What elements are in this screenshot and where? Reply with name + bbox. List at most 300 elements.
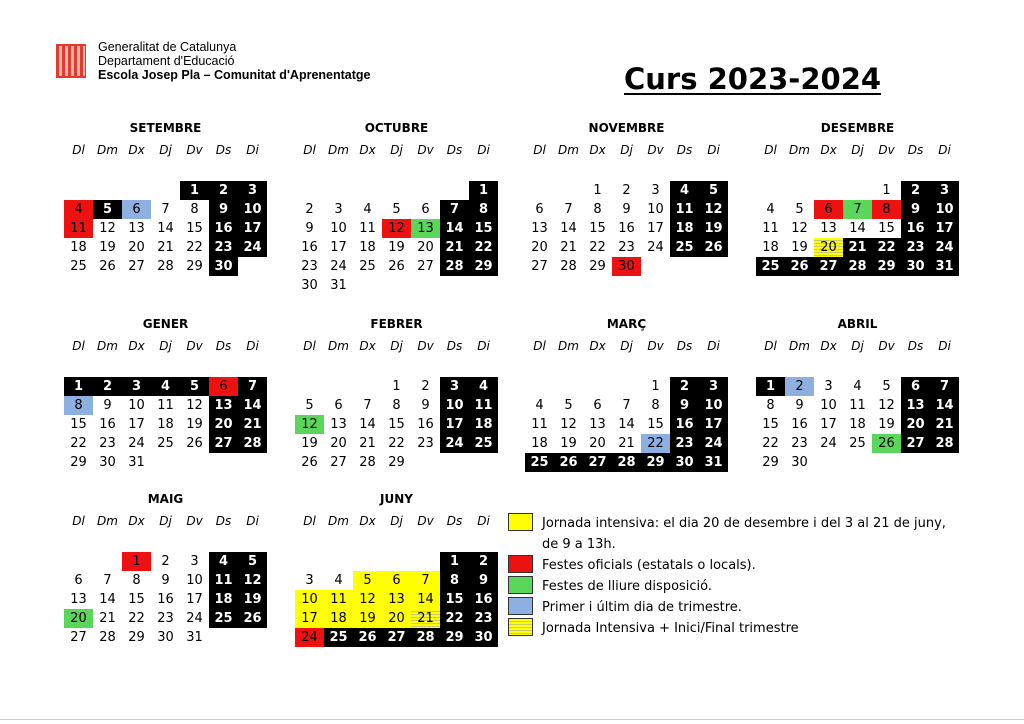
weekday-label: Dv — [647, 339, 664, 353]
day-cell: 24 — [699, 434, 728, 453]
page-divider — [0, 719, 1024, 720]
day-cell: 11 — [359, 221, 376, 236]
weekday-label: Dl — [303, 143, 316, 157]
legend-swatch — [508, 618, 533, 636]
weekday-label: Ds — [676, 143, 693, 157]
month-name: MAIG — [147, 492, 184, 506]
day-cell: 7 — [622, 398, 631, 413]
day-cell: 18 — [157, 417, 174, 432]
month-name: GENER — [142, 317, 189, 331]
month-name: JUNY — [380, 492, 413, 506]
weekday-label: Ds — [676, 339, 693, 353]
day-cell: 6 — [421, 202, 430, 217]
day-cell: 9 — [901, 200, 930, 219]
day-cell: 1 — [882, 183, 891, 198]
day-cell: 23 — [670, 434, 699, 453]
day-cell: 25 — [70, 259, 87, 274]
day-cell: 6 — [209, 377, 238, 396]
day-cell: 12 — [791, 221, 808, 236]
day-cell: 10 — [930, 200, 959, 219]
weekday-label: Ds — [446, 514, 463, 528]
weekday-label: Dl — [72, 514, 85, 528]
day-cell: 12 — [99, 221, 116, 236]
day-cell: 24 — [820, 436, 837, 451]
day-cell: 10 — [699, 396, 728, 415]
day-cell: 30 — [901, 257, 930, 276]
month-name: SETEMBRE — [129, 121, 202, 135]
day-cell: 25 — [324, 628, 353, 647]
day-cell: 21 — [411, 609, 440, 628]
day-cell: 29 — [641, 453, 670, 472]
weekday-label: Dx — [128, 143, 145, 157]
weekday-label: Dj — [851, 339, 864, 353]
month-name: OCTUBRE — [364, 121, 429, 135]
month-febrer — [295, 317, 498, 517]
weekday-label: Dv — [186, 339, 203, 353]
institution-header — [98, 40, 370, 82]
weekday-label: Dl — [764, 339, 777, 353]
day-cell: 24 — [330, 259, 347, 274]
weekday-label: Dl — [303, 339, 316, 353]
day-cell: 8 — [593, 202, 602, 217]
day-cell: 17 — [820, 417, 837, 432]
day-cell: 3 — [930, 181, 959, 200]
day-cell: 5 — [180, 377, 209, 396]
day-cell: 18 — [209, 590, 238, 609]
day-cell: 12 — [560, 417, 577, 432]
day-cell: 5 — [564, 398, 573, 413]
day-cell: 3 — [122, 377, 151, 396]
day-cell: 13 — [589, 417, 606, 432]
day-cell: 4 — [766, 202, 775, 217]
day-cell: 16 — [791, 417, 808, 432]
generalitat-logo-icon — [56, 44, 86, 78]
day-cell: 8 — [440, 571, 469, 590]
day-cell: 7 — [440, 200, 469, 219]
day-cell: 14 — [618, 417, 635, 432]
day-cell: 25 — [469, 434, 498, 453]
month-name: FEBRER — [370, 317, 423, 331]
legend-text: Primer i últim dia de trimestre. — [542, 600, 742, 615]
day-cell: 9 — [103, 398, 112, 413]
day-cell: 29 — [388, 455, 405, 470]
weekday-label: Dl — [72, 143, 85, 157]
day-cell: 27 — [330, 455, 347, 470]
weekday-label: Ds — [907, 143, 924, 157]
weekday-label: Dx — [589, 339, 606, 353]
day-cell: 6 — [901, 377, 930, 396]
weekday-label: Dv — [878, 143, 895, 157]
weekday-label: Dm — [789, 143, 810, 157]
day-cell: 25 — [209, 609, 238, 628]
day-cell: 4 — [209, 552, 238, 571]
day-cell: 2 — [670, 377, 699, 396]
day-cell: 23 — [209, 238, 238, 257]
month-setembre — [64, 121, 267, 321]
day-cell: 4 — [334, 573, 343, 588]
weekday-label: Dv — [186, 143, 203, 157]
weekday-label: Di — [938, 143, 951, 157]
day-cell: 26 — [353, 628, 382, 647]
legend-swatch — [508, 513, 533, 531]
day-cell: 1 — [469, 181, 498, 200]
weekday-label: Dj — [390, 339, 403, 353]
day-cell: 4 — [469, 377, 498, 396]
day-cell: 28 — [238, 434, 267, 453]
day-cell: 29 — [469, 257, 498, 276]
day-cell: 5 — [392, 202, 401, 217]
day-cell: 17 — [440, 415, 469, 434]
weekday-label: Dm — [97, 514, 118, 528]
day-cell: 29 — [762, 455, 779, 470]
day-cell: 3 — [440, 377, 469, 396]
weekday-label: Dl — [764, 143, 777, 157]
day-cell: 7 — [411, 571, 440, 590]
day-cell: 14 — [157, 221, 174, 236]
header-line-generalitat: Generalitat de Catalunya — [98, 40, 237, 54]
day-cell: 12 — [878, 398, 895, 413]
day-cell: 7 — [363, 398, 372, 413]
day-cell: 19 — [388, 240, 405, 255]
weekday-label: Ds — [446, 339, 463, 353]
day-cell: 8 — [190, 202, 199, 217]
day-cell: 2 — [93, 377, 122, 396]
day-cell: 5 — [238, 552, 267, 571]
day-cell: 13 — [209, 396, 238, 415]
weekday-label: Dj — [851, 143, 864, 157]
day-cell: 4 — [853, 379, 862, 394]
day-cell: 11 — [762, 221, 779, 236]
day-cell: 30 — [670, 453, 699, 472]
day-cell: 31 — [186, 630, 203, 645]
day-cell: 16 — [209, 219, 238, 238]
day-cell: 18 — [670, 219, 699, 238]
day-cell: 7 — [564, 202, 573, 217]
month-name: MARÇ — [606, 317, 647, 331]
day-cell: 4 — [670, 181, 699, 200]
weekday-label: Dm — [97, 143, 118, 157]
day-cell: 6 — [334, 398, 343, 413]
day-cell: 20 — [417, 240, 434, 255]
weekday-label: Dj — [390, 514, 403, 528]
day-cell: 7 — [930, 377, 959, 396]
weekday-label: Dx — [128, 339, 145, 353]
day-cell: 14 — [238, 396, 267, 415]
header-line-department: Departament d'Educació — [98, 54, 235, 68]
day-cell: 8 — [651, 398, 660, 413]
day-cell: 8 — [872, 200, 901, 219]
day-cell: 10 — [820, 398, 837, 413]
day-cell: 2 — [901, 181, 930, 200]
day-cell: 10 — [330, 221, 347, 236]
day-cell: 8 — [64, 396, 93, 415]
day-cell: 19 — [238, 590, 267, 609]
weekday-label: Dj — [620, 143, 633, 157]
day-cell: 10 — [440, 396, 469, 415]
day-cell: 27 — [417, 259, 434, 274]
day-cell: 16 — [417, 417, 434, 432]
day-cell: 19 — [699, 219, 728, 238]
day-cell: 14 — [359, 417, 376, 432]
day-cell: 11 — [849, 398, 866, 413]
day-cell: 18 — [70, 240, 87, 255]
day-cell: 18 — [324, 609, 353, 628]
day-cell: 21 — [359, 436, 376, 451]
day-cell: 7 — [238, 377, 267, 396]
day-cell: 14 — [99, 592, 116, 607]
weekday-label: Dv — [417, 143, 434, 157]
weekday-label: Dm — [97, 339, 118, 353]
day-cell: 28 — [359, 455, 376, 470]
weekday-label: Dm — [789, 339, 810, 353]
day-cell: 24 — [295, 628, 324, 647]
weekday-label: Di — [477, 514, 490, 528]
legend-text: Jornada Intensiva + Inici/Final trimestre — [542, 621, 799, 636]
day-cell: 5 — [699, 181, 728, 200]
day-cell: 8 — [469, 200, 498, 219]
weekday-label: Ds — [215, 339, 232, 353]
day-cell: 14 — [440, 219, 469, 238]
day-cell: 27 — [209, 434, 238, 453]
day-cell: 20 — [209, 415, 238, 434]
day-cell: 11 — [209, 571, 238, 590]
weekday-label: Di — [477, 339, 490, 353]
day-cell: 20 — [330, 436, 347, 451]
weekday-label: Di — [246, 514, 259, 528]
day-cell: 6 — [535, 202, 544, 217]
day-cell: 20 — [64, 609, 93, 628]
day-cell: 2 — [785, 377, 814, 396]
month-desembre — [756, 121, 959, 321]
day-cell: 26 — [238, 609, 267, 628]
day-cell: 4 — [363, 202, 372, 217]
day-cell: 12 — [186, 398, 203, 413]
weekday-label: Dx — [359, 514, 376, 528]
day-cell: 22 — [128, 611, 145, 626]
day-cell: 23 — [901, 238, 930, 257]
day-cell: 11 — [324, 590, 353, 609]
day-cell: 30 — [209, 257, 238, 276]
day-cell: 15 — [647, 417, 664, 432]
day-cell: 4 — [151, 377, 180, 396]
day-cell: 26 — [872, 434, 901, 453]
day-cell: 18 — [359, 240, 376, 255]
day-cell: 22 — [70, 436, 87, 451]
day-cell: 24 — [647, 240, 664, 255]
day-cell: 27 — [814, 257, 843, 276]
day-cell: 25 — [157, 436, 174, 451]
day-cell: 26 — [388, 259, 405, 274]
day-cell: 24 — [930, 238, 959, 257]
weekday-label: Dj — [159, 143, 172, 157]
day-cell: 19 — [878, 417, 895, 432]
legend-text: Festes oficials (estatals o locals). — [542, 558, 756, 573]
day-cell: 28 — [440, 257, 469, 276]
day-cell: 27 — [531, 259, 548, 274]
day-cell: 19 — [99, 240, 116, 255]
day-cell: 7 — [843, 200, 872, 219]
day-cell: 22 — [762, 436, 779, 451]
month-març — [525, 317, 728, 517]
day-cell: 26 — [186, 436, 203, 451]
day-cell: 22 — [388, 436, 405, 451]
day-cell: 22 — [589, 240, 606, 255]
day-cell: 25 — [756, 257, 785, 276]
day-cell: 10 — [186, 573, 203, 588]
day-cell: 5 — [353, 571, 382, 590]
day-cell: 29 — [440, 628, 469, 647]
day-cell: 22 — [872, 238, 901, 257]
day-cell: 1 — [64, 377, 93, 396]
weekday-label: Dx — [820, 143, 837, 157]
day-cell: 16 — [301, 240, 318, 255]
day-cell: 18 — [762, 240, 779, 255]
day-cell: 21 — [618, 436, 635, 451]
day-cell: 23 — [417, 436, 434, 451]
day-cell: 29 — [186, 259, 203, 274]
day-cell: 9 — [209, 200, 238, 219]
weekday-label: Di — [477, 143, 490, 157]
weekday-label: Dx — [359, 143, 376, 157]
day-cell: 16 — [157, 592, 174, 607]
day-cell: 5 — [305, 398, 314, 413]
day-cell: 16 — [469, 590, 498, 609]
day-cell: 10 — [647, 202, 664, 217]
day-cell: 13 — [70, 592, 87, 607]
day-cell: 16 — [670, 415, 699, 434]
day-cell: 15 — [440, 590, 469, 609]
legend-text: Festes de lliure disposició. — [542, 579, 713, 594]
day-cell: 2 — [622, 183, 631, 198]
day-cell: 6 — [382, 571, 411, 590]
day-cell: 11 — [157, 398, 174, 413]
legend-swatch — [508, 576, 533, 594]
weekday-label: Dj — [159, 514, 172, 528]
weekday-label: Dv — [417, 514, 434, 528]
weekday-label: Dx — [359, 339, 376, 353]
day-cell: 23 — [618, 240, 635, 255]
day-cell: 27 — [382, 628, 411, 647]
day-cell: 24 — [440, 434, 469, 453]
day-cell: 15 — [878, 221, 895, 236]
weekday-label: Dx — [128, 514, 145, 528]
day-cell: 7 — [103, 573, 112, 588]
day-cell: 2 — [469, 552, 498, 571]
day-cell: 13 — [901, 396, 930, 415]
day-cell: 28 — [411, 628, 440, 647]
day-cell: 6 — [814, 200, 843, 219]
day-cell: 3 — [305, 573, 314, 588]
day-cell: 30 — [99, 455, 116, 470]
day-cell: 23 — [99, 436, 116, 451]
page-title: Curs 2023-2024 — [624, 62, 882, 96]
day-cell: 19 — [301, 436, 318, 451]
day-cell: 23 — [469, 609, 498, 628]
day-cell: 19 — [791, 240, 808, 255]
day-cell: 30 — [612, 257, 641, 276]
day-cell: 23 — [791, 436, 808, 451]
day-cell: 19 — [353, 609, 382, 628]
month-gener — [64, 317, 267, 517]
day-cell: 16 — [618, 221, 635, 236]
day-cell: 24 — [128, 436, 145, 451]
day-cell: 15 — [186, 221, 203, 236]
day-cell: 15 — [762, 417, 779, 432]
day-cell: 20 — [814, 238, 843, 257]
weekday-label: Dl — [533, 339, 546, 353]
day-cell: 8 — [392, 398, 401, 413]
weekday-label: Dj — [390, 143, 403, 157]
weekday-label: Di — [246, 339, 259, 353]
day-cell: 22 — [641, 434, 670, 453]
day-cell: 14 — [849, 221, 866, 236]
day-cell: 18 — [469, 415, 498, 434]
day-cell: 6 — [593, 398, 602, 413]
weekday-label: Dm — [558, 339, 579, 353]
day-cell: 1 — [122, 552, 151, 571]
day-cell: 27 — [583, 453, 612, 472]
weekday-label: Dl — [533, 143, 546, 157]
day-cell: 30 — [301, 278, 318, 293]
weekday-label: Ds — [215, 143, 232, 157]
day-cell: 12 — [353, 590, 382, 609]
day-cell: 28 — [157, 259, 174, 274]
day-cell: 31 — [930, 257, 959, 276]
day-cell: 17 — [186, 592, 203, 607]
day-cell: 12 — [238, 571, 267, 590]
day-cell: 26 — [785, 257, 814, 276]
month-name: ABRIL — [837, 317, 878, 331]
day-cell: 29 — [128, 630, 145, 645]
day-cell: 14 — [930, 396, 959, 415]
month-name: DESEMBRE — [820, 121, 895, 135]
day-cell: 3 — [238, 181, 267, 200]
day-cell: 23 — [157, 611, 174, 626]
day-cell: 1 — [651, 379, 660, 394]
day-cell: 12 — [699, 200, 728, 219]
day-cell: 30 — [469, 628, 498, 647]
day-cell: 15 — [388, 417, 405, 432]
day-cell: 20 — [901, 415, 930, 434]
day-cell: 5 — [882, 379, 891, 394]
day-cell: 26 — [699, 238, 728, 257]
weekday-label: Di — [707, 143, 720, 157]
day-cell: 21 — [560, 240, 577, 255]
day-cell: 29 — [589, 259, 606, 274]
day-cell: 12 — [295, 415, 324, 434]
day-cell: 20 — [589, 436, 606, 451]
weekday-label: Dx — [820, 339, 837, 353]
day-cell: 11 — [670, 200, 699, 219]
day-cell: 22 — [186, 240, 203, 255]
day-cell: 21 — [238, 415, 267, 434]
day-cell: 9 — [622, 202, 631, 217]
day-cell: 27 — [128, 259, 145, 274]
day-cell: 20 — [382, 609, 411, 628]
weekday-label: Di — [246, 143, 259, 157]
month-maig — [64, 492, 267, 692]
day-cell: 21 — [157, 240, 174, 255]
day-cell: 3 — [699, 377, 728, 396]
day-cell: 1 — [180, 181, 209, 200]
day-cell: 22 — [469, 238, 498, 257]
day-cell: 24 — [186, 611, 203, 626]
day-cell: 13 — [820, 221, 837, 236]
day-cell: 7 — [161, 202, 170, 217]
header-line-school: Escola Josep Pla – Comunitat d'Aprenentatge — [98, 68, 371, 82]
day-cell: 25 — [849, 436, 866, 451]
weekday-label: Dm — [328, 339, 349, 353]
